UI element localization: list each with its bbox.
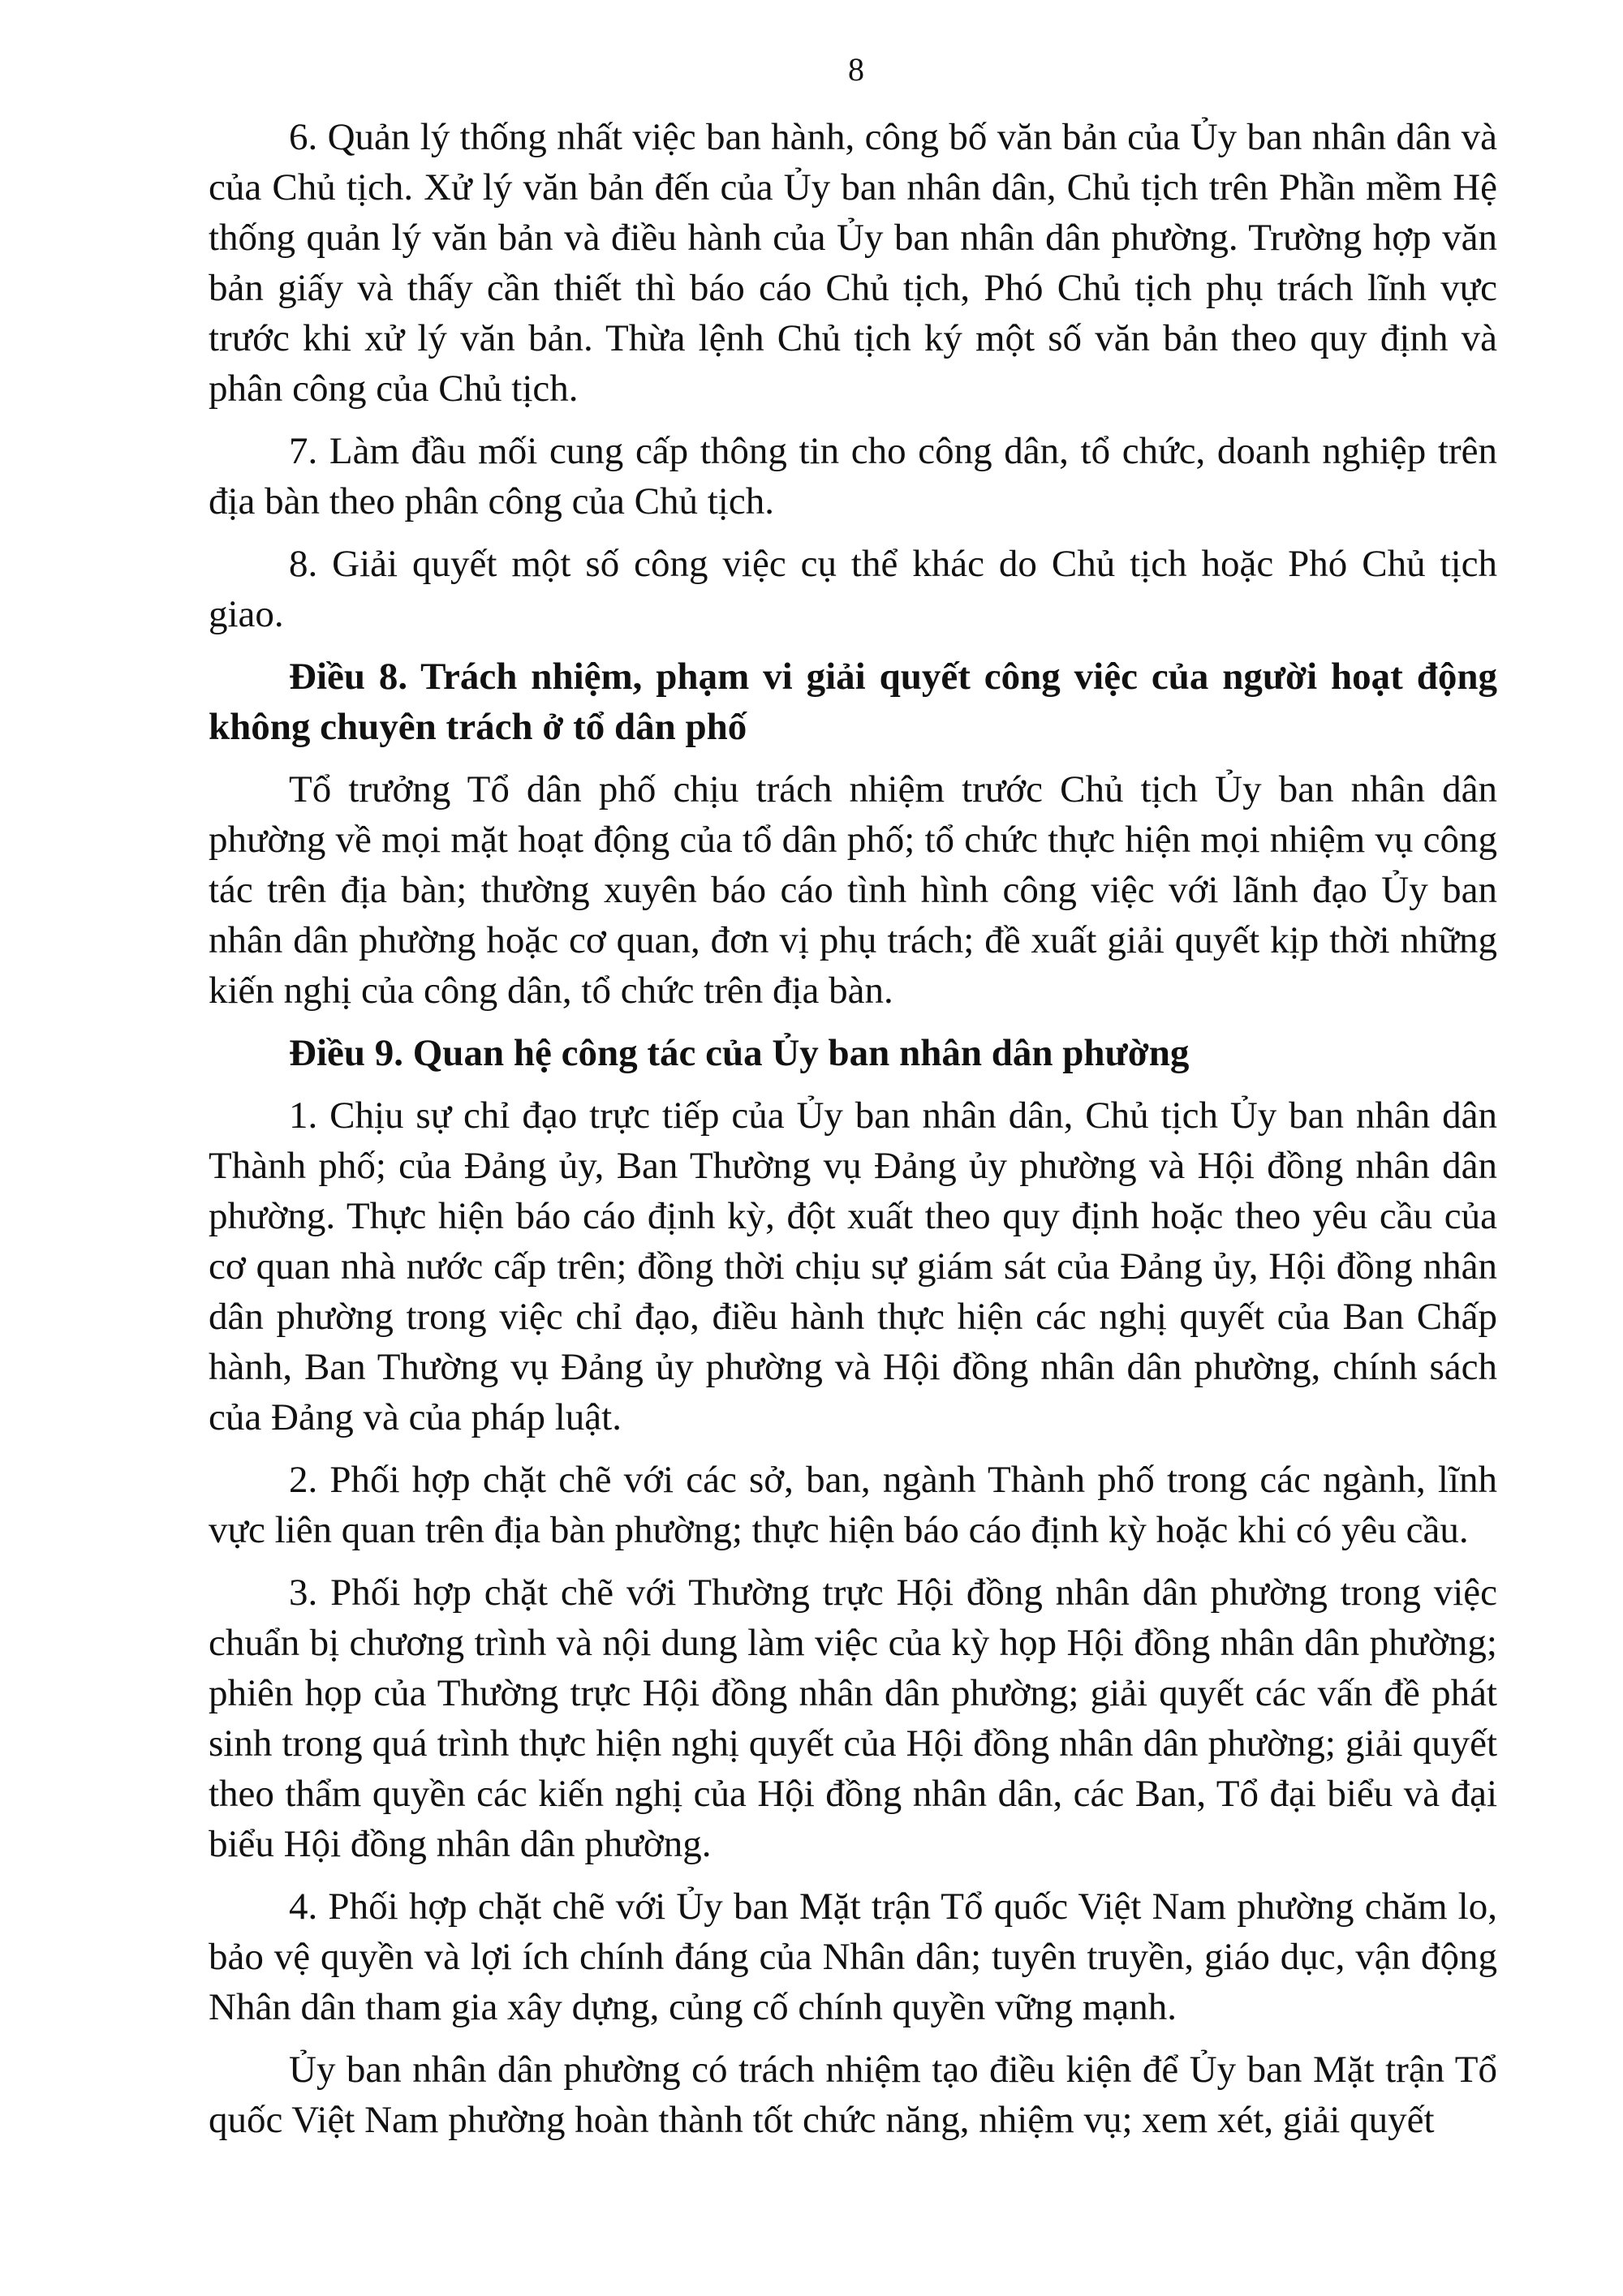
article-9-closing-paragraph: Ủy ban nhân dân phường có trách nhiệm tạo điều kiện để Ủy ban Mặt trận Tổ quốc Việt Nam phường hoàn thành tốt chức năng, nhiệm vụ; xem xét, giải quyết: [209, 2049, 1497, 2141]
article-8-body: Tổ trưởng Tổ dân phố chịu trách nhiệm trước Chủ tịch Ủy ban nhân dân phường về mọi mặt hoạt động của tổ dân phố; tổ chức thực hiện mọi nhiệm vụ công tác trên địa bàn; thường xuyên báo cáo tình hình công việc với lãnh đạo Ủy ban nhân dân phường hoặc cơ quan, đơn vị phụ trách; đề xuất giải quyết kịp thời những kiến nghị của công dân, tổ chức trên địa bàn.: [209, 768, 1497, 1012]
page-number: 8: [848, 51, 864, 88]
article-9-item-3: 3. Phối hợp chặt chẽ với Thường trực Hội đồng nhân dân phường trong việc chuẩn bị chương trình và nội dung làm việc của kỳ họp Hội đồng nhân dân phường; phiên họp của Thường trực Hội đồng nhân dân phường; giải quyết các vấn đề phát sinh trong quá trình thực hiện nghị quyết của Hội đồng nhân dân phường; giải quyết theo thẩm quyền các kiến nghị của Hội đồng nhân dân, các Ban, Tổ đại biểu và đại biểu Hội đồng nhân dân phường.: [209, 1572, 1497, 1865]
article-8-heading: Điều 8. Trách nhiệm, phạm vi giải quyết công việc của người hoạt động không chuyên trách ở tổ dân phố: [209, 656, 1497, 748]
paragraph-item-8: 8. Giải quyết một số công việc cụ thể khác do Chủ tịch hoặc Phó Chủ tịch giao.: [209, 543, 1497, 635]
document-body: [209, 112, 1497, 2157]
article-9-item-1: 1. Chịu sự chỉ đạo trực tiếp của Ủy ban nhân dân, Chủ tịch Ủy ban nhân dân Thành phố; của Đảng ủy, Ban Thường vụ Đảng ủy phường và Hội đồng nhân dân phường. Thực hiện báo cáo định kỳ, đột xuất theo quy định hoặc theo yêu cầu của cơ quan nhà nước cấp trên; đồng thời chịu sự giám sát của Đảng ủy, Hội đồng nhân dân phường trong việc chỉ đạo, điều hành thực hiện các nghị quyết của Ban Chấp hành, Ban Thường vụ Đảng ủy phường và Hội đồng nhân dân phường, chính sách của Đảng và của pháp luật.: [209, 1094, 1497, 1438]
paragraph-item-7: 7. Làm đầu mối cung cấp thông tin cho công dân, tổ chức, doanh nghiệp trên địa bàn theo phân công của Chủ tịch.: [209, 430, 1497, 522]
article-9-item-2: 2. Phối hợp chặt chẽ với các sở, ban, ngành Thành phố trong các ngành, lĩnh vực liên quan trên địa bàn phường; thực hiện báo cáo định kỳ hoặc khi có yêu cầu.: [209, 1459, 1497, 1551]
paragraph-item-6: 6. Quản lý thống nhất việc ban hành, công bố văn bản của Ủy ban nhân dân và của Chủ tịch. Xử lý văn bản đến của Ủy ban nhân dân, Chủ tịch trên Phần mềm Hệ thống quản lý văn bản và điều hành của Ủy ban nhân dân phường. Trường hợp văn bản giấy và thấy cần thiết thì báo cáo Chủ tịch, Phó Chủ tịch phụ trách lĩnh vực trước khi xử lý văn bản. Thừa lệnh Chủ tịch ký một số văn bản theo quy định và phân công của Chủ tịch.: [209, 116, 1497, 410]
article-9-heading: Điều 9. Quan hệ công tác của Ủy ban nhân dân phường: [289, 1032, 1190, 1074]
article-9-item-4: 4. Phối hợp chặt chẽ với Ủy ban Mặt trận Tổ quốc Việt Nam phường chăm lo, bảo vệ quyền và lợi ích chính đáng của Nhân dân; tuyên truyền, giáo dục, vận động Nhân dân tham gia xây dựng, củng cố chính quyền vững mạnh.: [209, 1885, 1497, 2028]
